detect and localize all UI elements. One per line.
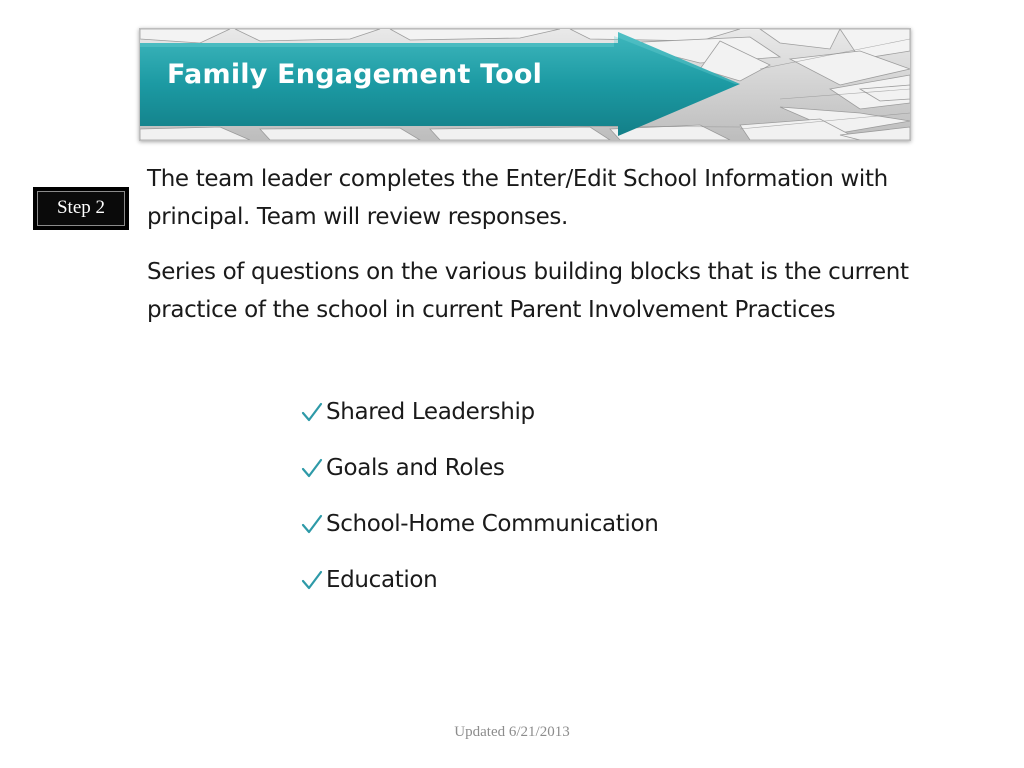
check-icon <box>301 401 323 423</box>
paragraph-team-leader: The team leader completes the Enter/Edit School Information with principal. Team will review responses. <box>147 166 888 230</box>
building-blocks-checklist <box>301 384 658 608</box>
title-banner <box>139 28 911 141</box>
check-icon <box>301 513 323 535</box>
step-badge <box>33 187 129 230</box>
check-icon <box>301 457 323 479</box>
checklist-item-label: School-Home Communication <box>326 511 659 537</box>
checklist-item-label: Education <box>326 567 438 593</box>
checklist-item-education <box>301 552 658 608</box>
checklist-item-school-home-communication <box>301 496 658 552</box>
paragraph-series-of-questions: Series of questions on the various building blocks that is the current practice of the school in current Parent Involvement Practices <box>147 259 909 323</box>
banner-title: Family Engagement Tool <box>167 59 543 90</box>
checklist-item-shared-leadership <box>301 384 658 440</box>
step-badge-label: Step 2 <box>37 191 125 226</box>
checklist-item-label: Shared Leadership <box>326 399 535 425</box>
checklist-item-goals-and-roles <box>301 440 658 496</box>
checklist-item-label: Goals and Roles <box>326 455 505 481</box>
footer-updated-date: Updated 6/21/2013 <box>454 724 570 740</box>
check-icon <box>301 569 323 591</box>
